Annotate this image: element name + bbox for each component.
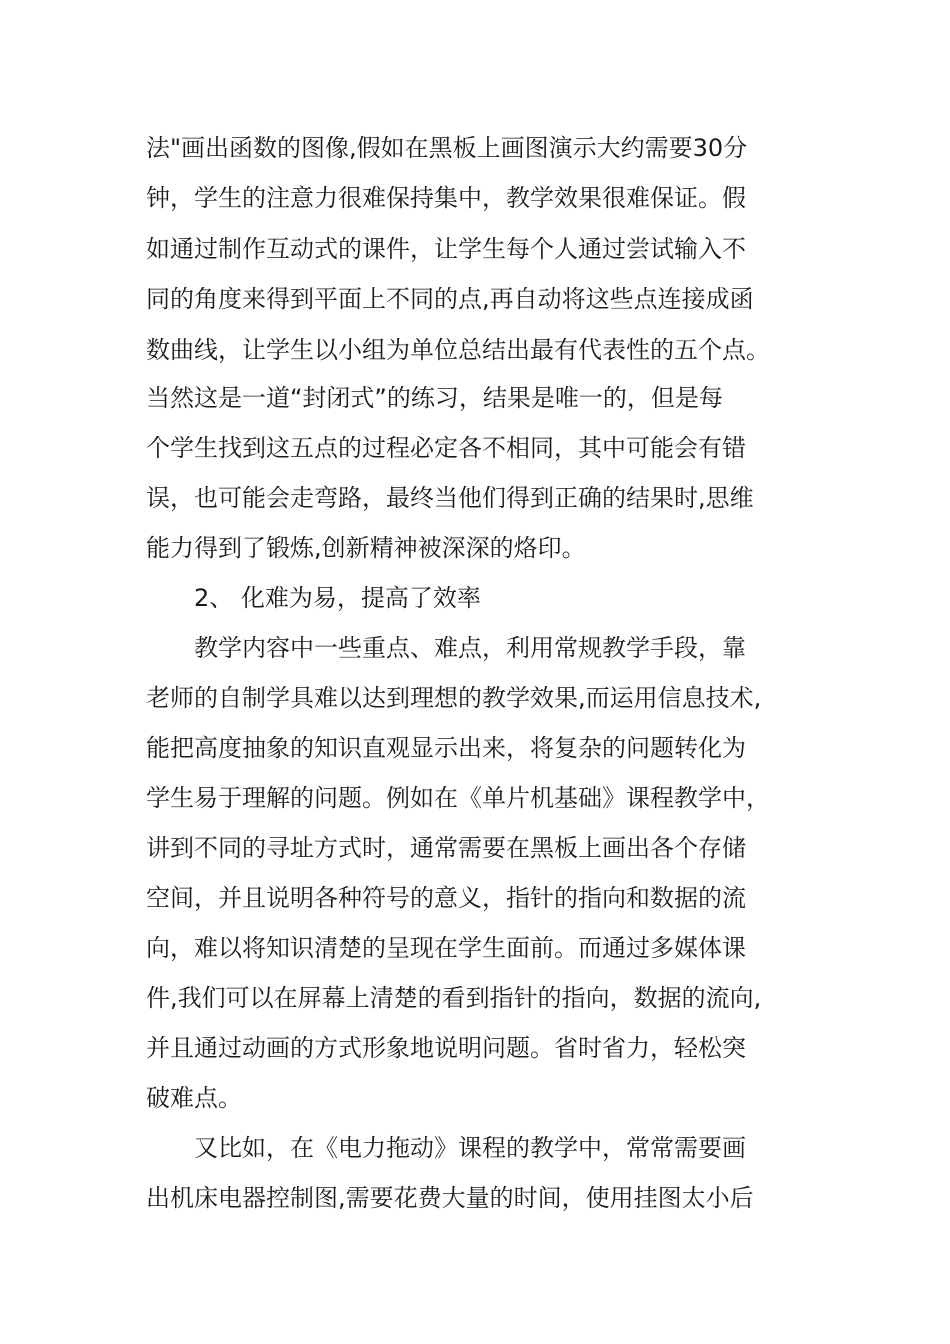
text-line: 向，难以将知识清楚的呈现在学生面前。而通过多媒体课: [146, 934, 746, 962]
text-line: 老师的自制学具难以达到理想的教学效果,而运用信息技术,: [146, 684, 762, 712]
text-line: 个学生找到这五点的过程必定各不相同，其中可能会有错: [146, 434, 746, 462]
text-line: 学生易于理解的问题。例如在《单片机基础》课程教学中，: [146, 784, 770, 812]
text-line: 教学内容中一些重点、难点，利用常规教学手段，靠: [194, 634, 746, 662]
text-line: 出机床电器控制图,需要花费大量的时间，使用挂图太小后: [146, 1184, 754, 1212]
text-line: 能把高度抽象的知识直观显示出来，将复杂的问题转化为: [146, 734, 746, 762]
text-line: 件,我们可以在屏幕上清楚的看到指针的指向，数据的流向,: [146, 984, 762, 1012]
text-line: 同的角度来得到平面上不同的点,再自动将这些点连接成函: [146, 285, 754, 313]
text-line: 并且通过动画的方式形象地说明问题。省时省力，轻松突: [146, 1034, 746, 1062]
text-line: 当然这是一道“封闭式”的练习，结果是唯一的，但是每: [146, 384, 723, 412]
text-line: 又比如，在《电力拖动》课程的教学中，常常需要画: [194, 1134, 746, 1162]
text-line: 误，也可能会走弯路，最终当他们得到正确的结果时,思维: [146, 484, 754, 512]
text-line: 如通过制作互动式的课件，让学生每个人通过尝试输入不: [146, 235, 746, 263]
text-line: 能力得到了锻炼,创新精神被深深的烙印。: [146, 534, 586, 562]
text-line: 讲到不同的寻址方式时，通常需要在黑板上画出各个存储: [146, 834, 746, 862]
section-heading: 2、 化难为易，提高了效率: [194, 584, 481, 612]
text-line: 破难点。: [146, 1084, 242, 1112]
text-line: 法"画出函数的图像,假如在黑板上画图演示大约需要30分: [146, 134, 748, 162]
text-line: 钟，学生的注意力很难保持集中，教学效果很难保证。假: [146, 184, 746, 212]
text-line: 数曲线，让学生以小组为单位总结出最有代表性的五个点。: [146, 336, 770, 364]
text-line: 空间，并且说明各种符号的意义，指针的指向和数据的流: [146, 884, 746, 912]
